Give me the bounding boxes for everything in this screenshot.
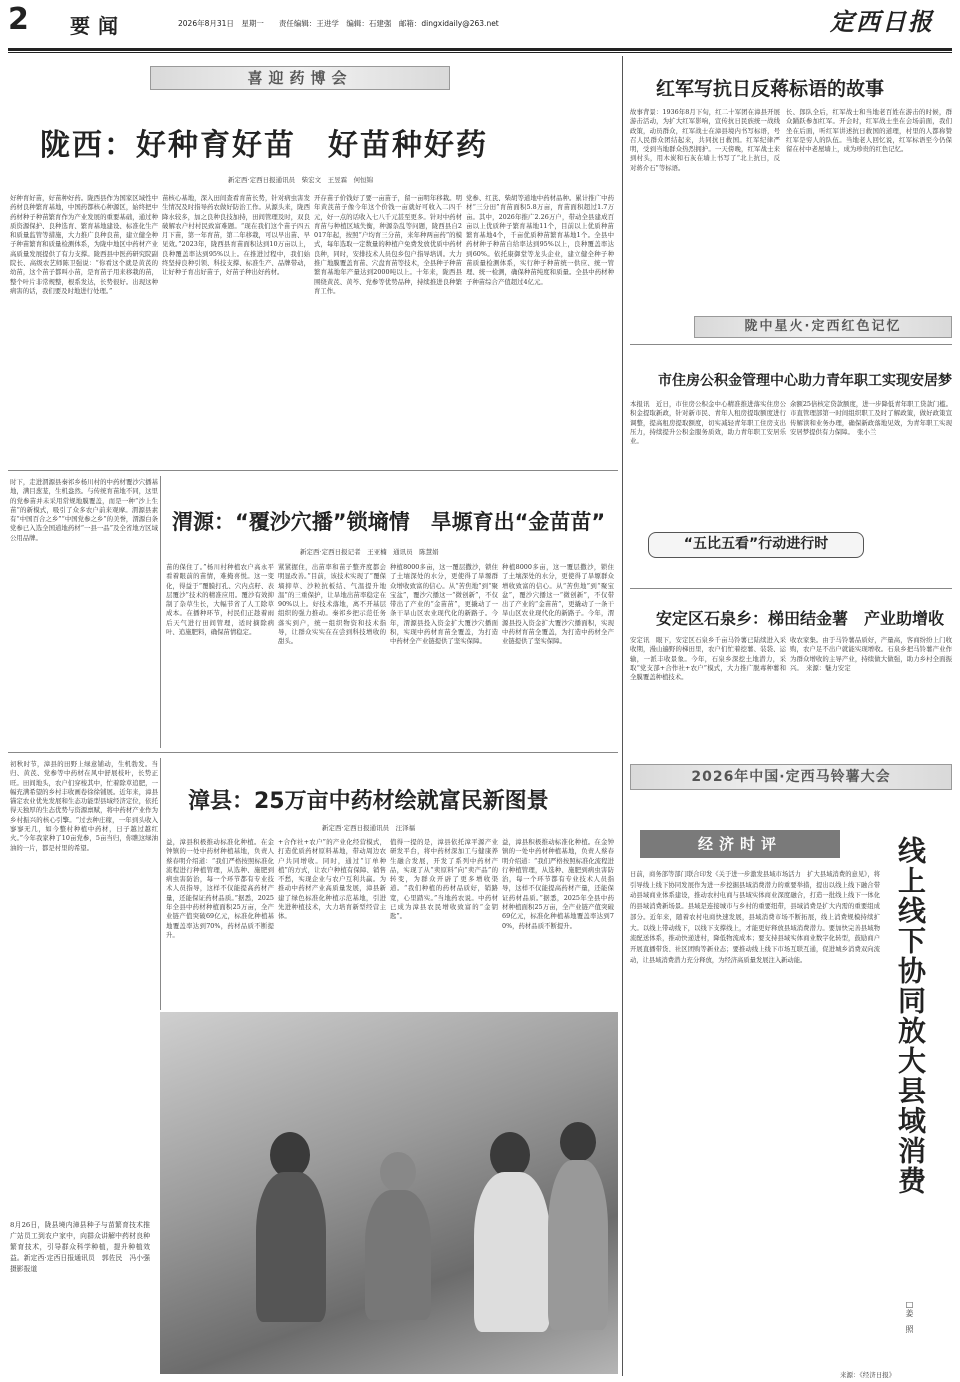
divider [8, 470, 618, 471]
econ-body: 日前，商务部等部门联合印发《关于进一步激发县域市场活力 扩大县域消费的意见》，将引导线上线下协同发展作为进一步挖掘县域消费潜力的重要举措，提出以线上线下融合带动县域商业体系建设，推动农村电商与县域实体商业深度融合，打造一批线上线下一体化的县域消费新场景。县域是连接城市与乡村的重要纽带，县域消费是扩大内需的重要组成部分。近年来，随着农村电商快速发展，县域消费市场不断拓展，线上消费规模持续扩大。以线上带动线下，以线下支撑线上，才能更好释放县域消费潜力。要加快完善县域物流配送体系，推动快递进村，降低物流成本；要支持县域实体商业数字化转型，鼓励商户开展直播带货、社区团购等新业态；要推动线上线下市场互联互通，促进城乡消费双向流动，让县域消费潜力充分释放，为经济高质量发展注入新动能。 [630, 871, 880, 964]
article1-title: 陇西：好种育好苗 好苗种好药 [40, 128, 488, 163]
article2-col3: 种植8000多亩，这一覆层撒沙，锁住了土壤深处的水分，更使得了旱塬群众增收致富的信心。从“苦焦地”到“聚宝盆”，覆沙穴播这一“微创新”，不仅带出了产业的“金苗苗”，更撬动了一条干旱山区农业现代化的新路子。今年，渭源县投入资金扩大覆沙穴播面积，实现中药材育苗全覆盖，为打造中药材全产业链提供了坚实保障。 [390, 563, 498, 646]
header-rule-thin [8, 52, 952, 53]
econ-author: □姜 照 [905, 1300, 914, 1333]
article3-col2: +合作社+农户”的产业化经营模式，打造优质药材原料基地，带动周边农户共同增收。同时，通过“订单种植”的方式，让农户种植有保障、销售不愁，实现企业与农户互利共赢。为推动中药材产业高质量发展，漳县新建了绿色标准化种植示范基地，引进先进种植技术，大力培育新型经营主体。 [278, 838, 386, 921]
article3-byline: 新定西·定西日报通讯员 汪泽福 [322, 824, 416, 832]
divider [160, 476, 161, 748]
section-name: 要闻 [70, 14, 126, 38]
red-memory-banner: 陇中星火·定西红色记忆 [694, 316, 952, 338]
divider [630, 344, 952, 345]
article1-col3: 开存苗子价钱好了要一亩苗子，留一亩明年移栽。明年黄芪苗子像今年这个价钱一亩就好可收入二四千元，好一点的话收入七八千元甚至更多。针对中药材育苗与种植区域失衡，种源杂乱等问题，陇西县自2017年起，按照“户均育三分苗，来年种两亩药”的模式，每年选取一定数量的种植户免费发放优质中药材良种，同时，安排技术人员包乡包户指导培训。大力推广地膜覆盖育苗、穴盘育苗等技术，全县种子种苗繁育基地年产量达到2000吨以上。十年来，陇西县围绕黄芪、黄芩、党参等优势品种，持续推进良种繁育工作。 [314, 194, 462, 295]
news-photo [160, 1012, 618, 1374]
page-number: 2 [8, 2, 29, 37]
photo-caption: 8月26日，陇县境内漳县种子与苗繁育技术推广站员工到农户家中，向群众讲解中药材良种繁育技术，引导群众科学种植，提升种植效益。新定西·定西日报通讯员 郭佐民 冯小强 摄影报道 [10, 1221, 157, 1273]
topic-banner: 喜迎药博会 [150, 66, 450, 90]
article1-byline: 新定西·定西日报通讯员 柴宏文 王昱霖 何恒锦 [228, 176, 374, 184]
header-meta: 2026年8月31日 星期一 责任编辑：王进学 编辑：石建强 邮箱：dingxidaily@263.net [178, 19, 499, 28]
side1-col1: 故事背景：1936年8月下旬，红二十军团在漳县开展游击活动，为扩大红军影响，宣传抗日民族统一战线政策，动员群众，红军战士在漳县境内书写标语，号召人民群众团结起来，共同抗日救国。红军纪律严明，受到当地群众热烈拥护。一天傍晚，红军战士来到村头，用木炭和石灰在墙上书写了“北上抗日，反对蒋介石”等标语。 [630, 108, 780, 172]
divider [8, 752, 618, 753]
header-rule [8, 48, 952, 51]
divider [160, 758, 161, 1010]
side1-col2: 长、郎队全后，红军战士和当地老百姓在游击的时候，群众踊跃参加红军。开会时，红军战士坐在会场前面，我们坐在后面，听红军讲述抗日救国的道理，村里的人都称赞红军是穷人的队伍。当地老人回忆说，红军标语至今仍保留在村中老屋墙上，成为珍贵的红色记忆。 [786, 108, 952, 154]
article2-title: 渭源：“覆沙穴播”锁墒情 旱塬育出“金苗苗” [172, 510, 606, 534]
article2-col4: 种植8000多亩，这一覆层撒沙，锁住了土壤深处的水分，更使得了旱塬群众增收致富的信心。从“苦焦地”到“聚宝盆”，覆沙穴播这一“微创新”，不仅带出了产业的“金苗苗”，更撬动了一条干旱山区农业现代化的新路子。今年，渭源县投入资金扩大覆沙穴播面积，实现中药材育苗全覆盖，为打造中药材全产业链提供了坚实保障。 [502, 563, 614, 646]
article3-col1: 益，漳县积极推动标准化种植。在金钟镇的一处中药材种植基地，负责人蔡春明介绍道：“我们严格按照标准化流程进行种植管理，从选种、施肥到病虫害防治，每一个环节都有专业技术人员指导，这样不仅能提高药材产量，还能保证药材品质。”据悉，2025年全县中药材种植面积25万亩，全产业链产值突破69亿元，标准化种植基地覆盖率达到70%，药材品质不断提升。 [166, 838, 274, 939]
econ-header: 经济时评 [640, 830, 840, 858]
article3-title: 漳县：25万亩中药材绘就富民新图景 [188, 789, 549, 814]
divider [630, 588, 952, 589]
side3-col1: 安定讯 眼下，安定区石泉乡千亩马铃薯已陆续进入采收期，漫山遍野的梯田里，农户们忙着挖薯、装袋、运输，一派丰收景象。今年，石泉乡深挖土地潜力，采取“党支部+合作社+农户”模式，大力推广脱毒种薯和全膜覆盖种植技术。 [630, 636, 786, 682]
newspaper-logo: 定西日报 [830, 7, 934, 36]
econ-source: 来源：《经济日报》 [840, 1371, 896, 1379]
article1-col4: 党参、红芪、柴胡等道地中药材品种。累计推广中药材“三分田”育苗面积5.8万亩，育苗面积超过1.7万亩。其中，2026年推广2.26万户，带动全县建成百亩以上优质种子繁育基地11个，目前以上优质种苗繁育基地4个，千亩优质种苗繁育基地1个。全县中药材种子种苗自给率达到95%以上，良种覆盖率达到60%。依托康御堂等龙头企业，建立健全种子种苗质量检测体系，实行种子种苗统一供应、统一管理、统一检测，确保种苗纯度和质量。全县中药材种子种苗综合产值超过4亿元。 [466, 194, 614, 286]
potato-conference-banner: 2026年中国·定西马铃薯大会 [630, 764, 952, 790]
side3-col2: 收农家集。由于马铃薯品质好，产量高，客商纷纷上门收购，农户足不出户就能实现增收。石泉乡把马铃薯产业作为群众增收的主导产业，持续做大做强，助力乡村全面振兴。 来源：魅力安定 [790, 636, 952, 672]
article3-col0: 初秋时节，漳县的田野上绿意铺动，生机勃发。当归、黄芪、党参等中药材在风中舒展枝叶，长势正旺。田间地头，农户们穿梭其中，忙着除草追肥，一幅充满希望的乡村丰收画卷徐徐铺展。近年来，漳县锚定农业优先发展和生态功能型县域经济定位，依托得天独厚的生态优势与资源禀赋，将中药材产业作为乡村振兴的核心引擎。“过去种庄稼，一年到头收入寥寥无几，如今整村种植中药材，日子越过越红火。”今年我家种了10亩党参，5亩当归，你瞧这绿油油的一片，都是村里的希望。 [10, 760, 158, 852]
side2-col2: 余额25倍核定贷款额度，进一步降低青年职工贷款门槛。市直管理部第一时间组织职工及时了解政策，做好政策宣传解读和业务办理，确保新政落地见效，为青年职工实现安居梦提供有力保障。 张小兰 [790, 400, 952, 436]
article1-col2: 苗核心基地，深入田间查看育苗长势，针对病虫害发生情况及时指导药农做好防治工作。从源头来，陇西降水较多，加之良种良技加持，田间管理及时，双良破解农户村村民致富难题。“现在我们这个苗子四五月下苗，第一年育苗，第二年移栽，可以早出苗、早见效。”2023年，陇西县育苗面积达到10万亩以上，良种覆盖率达到95%以上。在推进过程中，我们始终坚持良种引领、科技支撑、标准生产、品牌带动，让好种子育出好苗子，好苗子种出好药材。 [162, 194, 310, 277]
econ-title: 线上线下协同放大县域消费 [894, 836, 927, 1196]
side1-title: 红军写抗日反蒋标语的故事 [656, 78, 885, 100]
article3-col4: 益，漳县积极推动标准化种植。在金钟镇的一处中药材种植基地，负责人蔡春明介绍道：“我们严格按照标准化流程进行种植管理，从选种、施肥到病虫害防治，每一个环节都有专业技术人员指导，这样不仅能提高药材产量，还能保证药材品质。”据悉，2025年全县中药材种植面积25万亩，全产业链产值突破69亿元，标准化种植基地覆盖率达到70%，药材品质不断提升。 [502, 838, 614, 930]
article2-col2: 紧紧握住，出苗率和苗子整齐度都会明显改善。”目前，该技术实现了“覆保墒抑草、沙粒抗板结、气温提升地温”的三重保护，让旱地出苗率稳定在90%以上。好技术落地，离不开基层组织的强力推动。秦祁乡把示范任务落实到户，统一组织物资和技术指导，让群众实实在在尝到科技增收的甜头。 [278, 563, 386, 646]
article1-col1: 好种育好苗，好苗种好药。陇西县作为国家区域性中药材良种繁育基地，中国药都核心种源区，始终把中药材种子种苗繁育作为产业发展的重要基础，通过种质资源保护、良种选育、繁育基地建设、标准化生产和质量监管等措施，大力推广良种良苗，建立健全种子种苗繁育和质量检测体系，为陇中地区中药材产业高质量发展提供了有力支撑。陇西县中医药研究院副院长、高级农艺师陈卫强说：“你看这个就是黄芪的幼苗，这个苗子都叫小苗，是育苗子用来移栽的苗，整个叶片非常规整，根系发达，长势很好。出现这种病害的话，我们要及时地进行处理。” [10, 194, 158, 295]
side3-title: 安定区石泉乡：梯田结金薯 产业助增收 [656, 609, 945, 628]
article2-col0: 时下，走进渭源县秦祁乡杨川村的中药材覆沙穴播基地，满目葱茏，生机盎然。与传统育苗地不同，这里的党参苗并未采用常规地膜覆盖，而是一种“沙上生苗”的新模式，吸引了众多农户前来观摩。渭源县素有“中国百合之乡”“中国党参之乡”的美誉，渭源白条党参已入选全国道地药材“一县一品”及全省地方区域公用品牌。 [10, 478, 158, 542]
column-divider [622, 56, 623, 1376]
side2-title: 市住房公积金管理中心助力青年职工实现安居梦 [658, 373, 952, 389]
article2-byline: 新定西·定西日报记者 王亚楠 通讯员 陈慧娟 [300, 548, 439, 556]
side2-col1: 本报讯 近日，市住房公积金中心精准推进落实住房公积金提取新政，针对新市民、青年人租房提取额度进行调整，提高租房提取额度，切实减轻青年职工住房支出压力，持续提升公积金服务质效，助力青年职工安居乐业。 [630, 400, 786, 446]
article3-col3: 值得一提的是，漳县依托漳平源产业研发平台，将中药材深加工与健康养生融合发展，开发了系列中药材产品，实现了从“卖原料”向“卖产品”的转变，为群众开辟了更多增收渠道。“我们种植的药材品质好，销路宽，心里踏实。”当地药农说。中药材已成为漳县农民增收致富的“金钥匙”。 [390, 838, 498, 921]
article2-col1: 苗的保住了。”杨川村种植农户高永平看着眼前的苗情，难掩喜悦。这一变化，得益于“覆膜打孔、穴内点籽、表层覆沙”技术的精准应用。覆沙有效抑制了杂草生长，大幅节省了人工除草成本。在播种环节，村民们正趁着雨后天气进行田间管理，适时摘除病叶、追施肥料，确保苗情稳定。 [166, 563, 274, 637]
campaign-tag: “五比五看”行动进行时 [648, 532, 864, 558]
